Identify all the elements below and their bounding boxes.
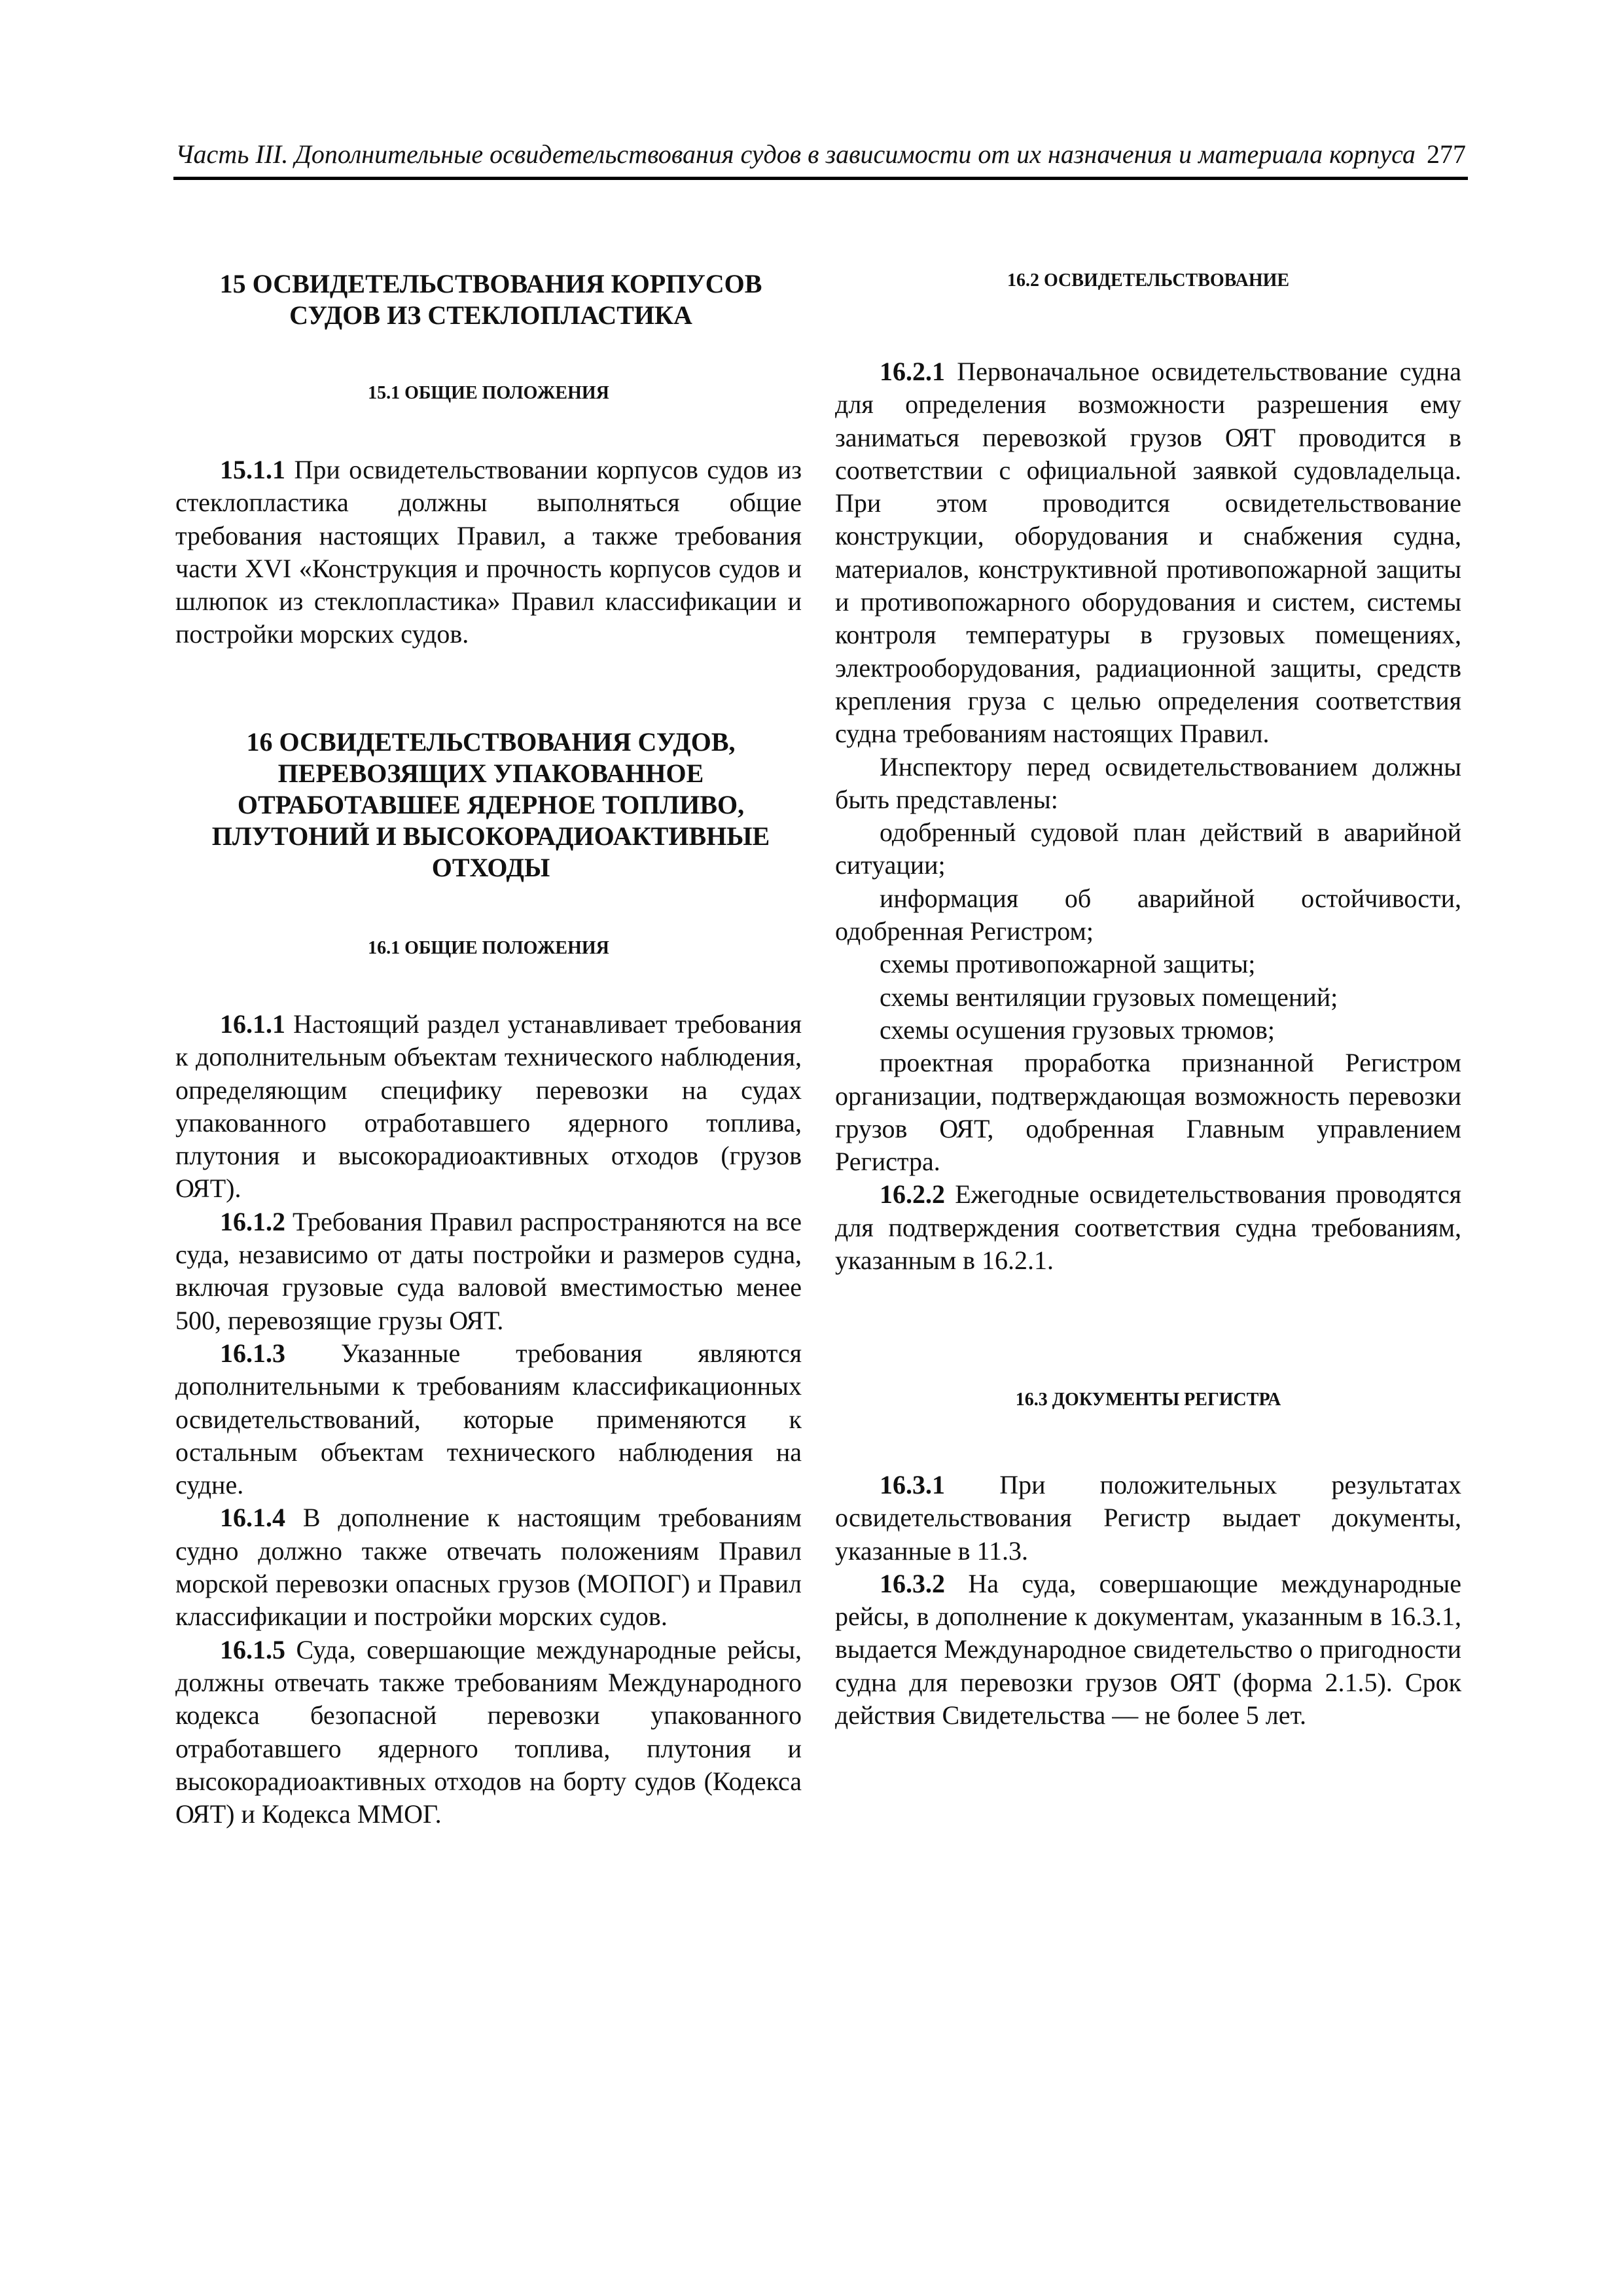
list-item: схемы вентиляции грузовых помещений; <box>880 982 1338 1012</box>
clause-number: 16.1.2 <box>220 1206 285 1236</box>
paragraph <box>175 1337 802 1501</box>
text: При положительных результатах освидетельствования Регистр выдает документы, указанные в 11.3. <box>835 1470 1461 1566</box>
clause-number: 16.1.5 <box>220 1634 285 1664</box>
section-16-2-heading <box>835 270 1461 292</box>
page-number: 277 <box>1427 139 1466 169</box>
text: Требования Правил распространяются на все суда, независимо от даты постройки и размеров судна, включая грузовые суда валовой вместимостью менее 500, перевозящие грузы ОЯТ. <box>175 1206 802 1335</box>
paragraph <box>175 1206 802 1337</box>
heading: 16.1 ОБЩИЕ ПОЛОЖЕНИЯ <box>368 938 609 958</box>
section-16-1-heading <box>175 937 802 960</box>
text: Настоящий раздел устанавливает требования к дополнительным объектам технического наблюдения, определяющим специфику перевозки на судах упакованного отработавшего ядерного топлива, плутония и высокорадиоактивных отходов (грузов ОЯТ). <box>175 1009 802 1204</box>
paragraph <box>835 1178 1461 1277</box>
section-16-3-heading <box>835 1389 1461 1411</box>
clause-number: 16.3.1 <box>880 1470 945 1499</box>
section-15-1-heading <box>175 382 802 404</box>
heading: 15.1 ОБЩИЕ ПОЛОЖЕНИЯ <box>368 383 609 403</box>
text: Первоначальное освидетельствование судна для определения возможности разрешения ему заниматься перевозкой грузов ОЯТ проводится в соответствии с официальной заявкой судовладельца. При этом проводится освидетельствование конструкции, оборудования и снабжения судна, материалов, конструктивной противопожарной защиты и противопожарного оборудования и систем, системы контроля температуры в грузовых помещениях, электрооборудования, радиационной защиты, средств крепления груза с целью определения соответствия судна требованиям настоящих Правил. <box>835 357 1461 749</box>
paragraph <box>175 1634 802 1831</box>
list-item: одобренный судовой план действий в аварийной ситуации; <box>835 817 1461 880</box>
text: При освидетельствовании корпусов судов из стеклопластика должны выполняться общие требования настоящих Правил, а также требования части XVI «Конструкция и прочность корпусов судов и шлюпок из стеклопластика» Правил классификации и постройки морских судов. <box>175 455 802 649</box>
running-header <box>175 139 1466 170</box>
paragraph <box>175 1008 802 1206</box>
clause-number: 16.1.1 <box>220 1009 285 1039</box>
clause-number: 15.1.1 <box>220 455 285 484</box>
text: Суда, совершающие международные рейсы, должны отвечать также требованиям Международного кодекса безопасной перевозки упакованного отработавшего ядерного топлива, плутония и высокорадиоактивных отходов на борту судов (Кодекса ОЯТ) и Кодекса ММОГ. <box>175 1634 802 1829</box>
text: Указанные требования являются дополнительными к требованиям классификационных освидетельствований, которые применяются к остальным объектам технического наблюдения на судне. <box>175 1338 802 1500</box>
list-item: схемы противопожарной защиты; <box>880 949 1256 979</box>
paragraph <box>835 1469 1461 1568</box>
clause-number: 16.2.2 <box>880 1179 945 1210</box>
paragraph <box>175 454 802 651</box>
clause-number: 16.2.1 <box>880 357 945 386</box>
paragraph <box>175 1501 802 1633</box>
list-item: схемы осушения грузовых трюмов; <box>880 1014 1275 1045</box>
text: Ежегодные освидетельствования проводятся для подтверждения соответствия судна требованиям, указанным в 16.2.1. <box>835 1179 1461 1276</box>
header-title: Часть III. Дополнительные освидетельствования судов в зависимости от их назначения и материала корпуса <box>175 139 1416 169</box>
section-16-1-body <box>175 1008 802 1831</box>
section-16-3-body <box>835 1469 1461 1732</box>
text: В дополнение к настоящим требованиям судно должно также отвечать положениям Правил морской перевозки опасных грузов (МОПОГ) и Правил классификации и постройки морских судов. <box>175 1503 802 1632</box>
heading: 16.3 ДОКУМЕНТЫ РЕГИСТРА <box>1015 1390 1281 1410</box>
clause-number: 16.1.4 <box>220 1503 285 1533</box>
list-item: проектная проработка признанной Регистром организации, подтверждающая возможность перевозки грузов ОЯТ, одобренная Главным управлением Регистра. <box>835 1048 1461 1177</box>
para-15-1-1 <box>175 454 802 651</box>
paragraph <box>835 355 1461 751</box>
heading: 16.2 ОСВИДЕТЕЛЬСТВОВАНИЕ <box>1007 270 1290 291</box>
paragraph <box>835 1568 1461 1732</box>
section-16-2-body <box>835 355 1461 1277</box>
text: На суда, совершающие международные рейсы, в дополнение к документам, указанным в 16.3.1, выдается Международное свидетельство о пригодности судна для перевозки грузов ОЯТ (форма 2.1.5). Срок действия Свидетельства — не более 5 лет. <box>835 1568 1461 1731</box>
heading: 15 ОСВИДЕТЕЛЬСТВОВАНИЯ КОРПУСОВ СУДОВ ИЗ СТЕКЛОПЛАСТИКА <box>219 269 762 330</box>
heading: 16 ОСВИДЕТЕЛЬСТВОВАНИЯ СУДОВ, ПЕРЕВОЗЯЩИХ УПАКОВАННОЕ ОТРАБОТАВШЕЕ ЯДЕРНОЕ ТОПЛИВО, ПЛУТОНИЙ И ВЫСОКОРАДИОАКТИВНЫЕ ОТХОДЫ <box>211 727 770 882</box>
clause-number: 16.3.2 <box>880 1568 945 1598</box>
list-item: информация об аварийной остойчивости, одобренная Регистром; <box>835 883 1461 946</box>
list-item: Инспектору перед освидетельствованием должны быть представлены: <box>835 751 1461 814</box>
header-rule <box>173 177 1468 180</box>
clause-number: 16.1.3 <box>220 1338 285 1368</box>
section-15-title <box>209 268 772 331</box>
section-16-title <box>196 726 785 884</box>
